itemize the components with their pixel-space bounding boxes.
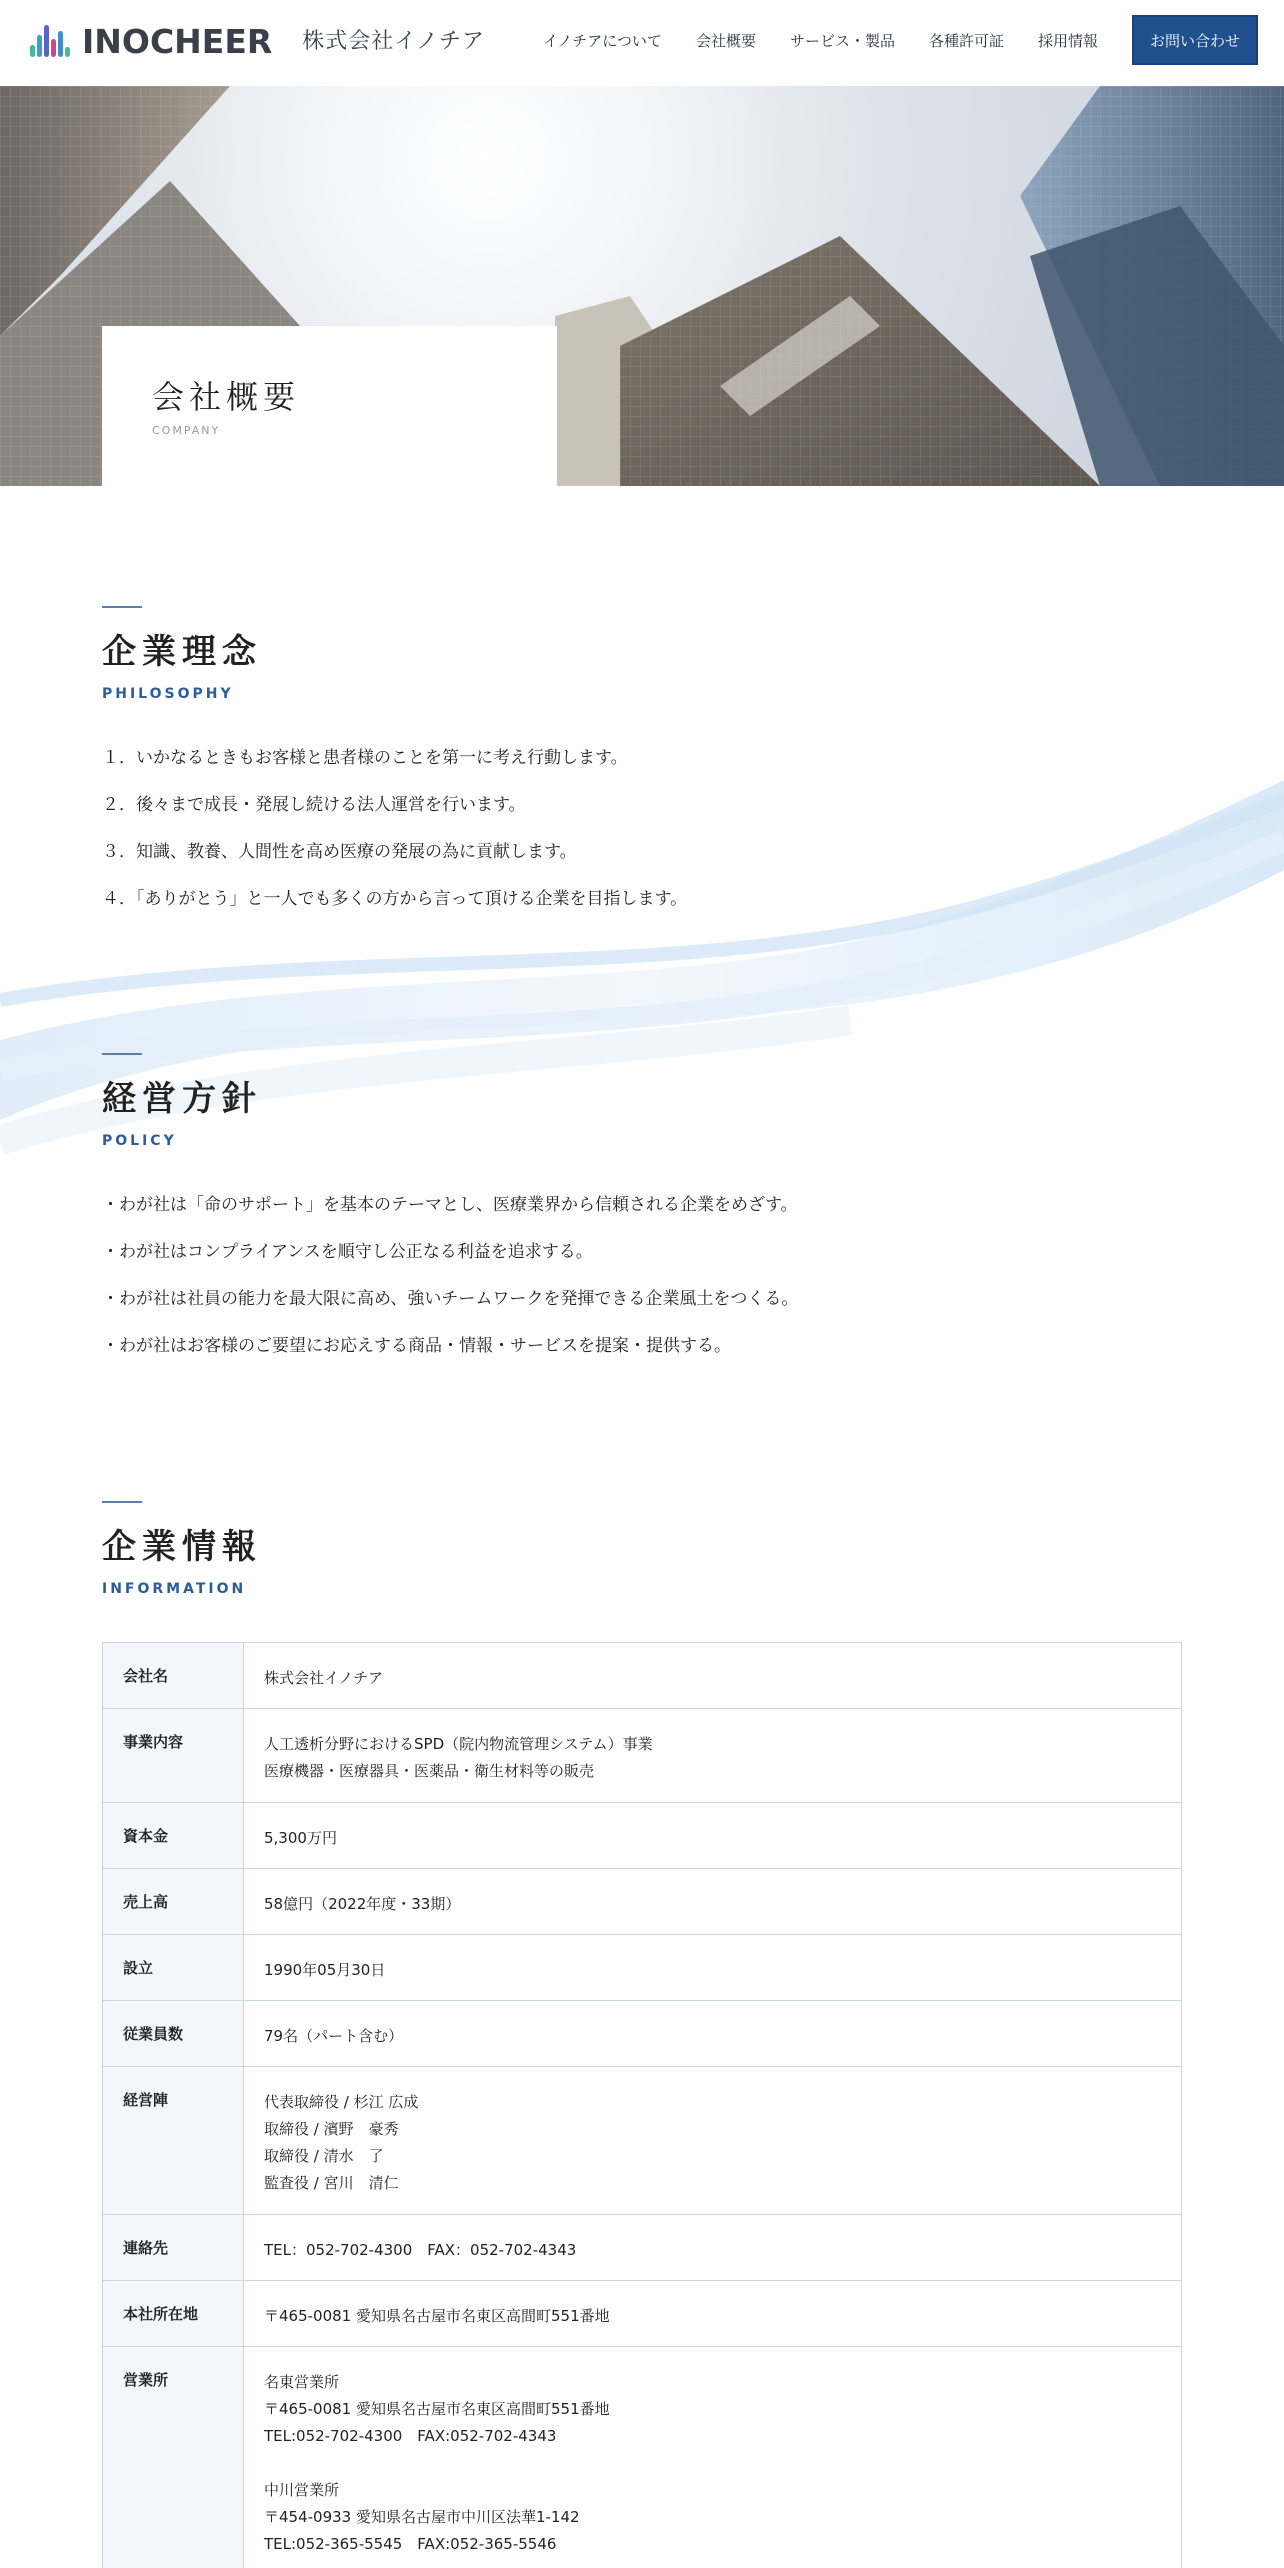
table-value-cell [244, 2001, 1182, 2067]
table-value-cell [244, 2067, 1182, 2215]
section-accent-line [102, 606, 142, 608]
table-value-cell [244, 1803, 1182, 1869]
table-value-line: TEL：052-702-4300 FAX：052-702-4343 [264, 2241, 577, 2259]
nav-company[interactable]: 会社概要 [695, 31, 756, 50]
table-value-line: 中川営業所 [264, 2481, 340, 2499]
table-header-cell: 資本金 [103, 1803, 244, 1869]
philosophy-list [102, 746, 1182, 911]
table-value-line: 取締役 / 清水 了 [264, 2147, 384, 2165]
section-title: 企業理念 [102, 632, 262, 672]
table-row [103, 1935, 1182, 2001]
logo-wordmark: INOCHEER [82, 22, 273, 61]
table-value-line: 1990年05月30日 [264, 1961, 386, 1979]
philosophy-section [102, 606, 1182, 934]
table-value-line: 監査役 / 宮川 清仁 [264, 2174, 399, 2192]
list-item: ・わが社はコンプライアンスを順守し公正なる利益を追求する。 [102, 1242, 593, 1262]
table-row [103, 2067, 1182, 2215]
contact-button[interactable]: お問い合わせ [1132, 15, 1258, 65]
table-value-cell [244, 2215, 1182, 2281]
table-value-cell [244, 1935, 1182, 2001]
table-value-line: 人工透析分野におけるSPD（院内物流管理システム）事業 [264, 1735, 653, 1753]
policy-list [102, 1193, 1182, 1358]
table-value-cell [244, 2347, 1182, 2568]
table-value-line: 医療機器・医療器具・医薬品・衛生材料等の販売 [264, 1762, 595, 1780]
nav-recruit[interactable]: 採用情報 [1037, 31, 1098, 50]
company-name-jp: 株式会社イノチア [302, 29, 485, 54]
table-row [103, 2001, 1182, 2067]
table-value-line: 79名（パート含む） [264, 2027, 404, 2045]
table-value-line: 〒465-0081 愛知県名古屋市名東区高間町551番地 [264, 2307, 610, 2325]
table-header-cell: 経営陣 [103, 2067, 244, 2215]
page-subtitle: COMPANY [152, 424, 221, 437]
nav-about[interactable]: イノチアについて [543, 31, 662, 50]
table-row [103, 1869, 1182, 1935]
table-row [103, 2281, 1182, 2347]
hero-banner [0, 86, 1284, 486]
nav-services[interactable]: サービス・製品 [789, 31, 895, 50]
table-value-line: 〒465-0081 愛知県名古屋市名東区高間町551番地 [264, 2400, 610, 2418]
table-header-cell: 会社名 [103, 1643, 244, 1709]
section-subtitle: POLICY [102, 1133, 177, 1149]
page-title: 会社概要 [152, 378, 301, 416]
table-header-cell: 設立 [103, 1935, 244, 2001]
logo[interactable] [30, 22, 485, 62]
table-value-line: TEL:052-365-5545 FAX:052-365-5546 [264, 2535, 557, 2553]
table-value-line: 代表取締役 / 杉江 広成 [264, 2093, 419, 2111]
list-item: ４．「ありがとう」と一人でも多くの方から言って頂ける企業を目指します。 [102, 889, 688, 909]
table-value-line: 〒454-0933 愛知県名古屋市中川区法華1-142 [264, 2508, 580, 2526]
table-row [103, 1709, 1182, 1803]
list-item: ３．知識、教養、人間性を高め医療の発展の為に貢献します。 [102, 842, 577, 862]
table-value-line [264, 2450, 1181, 2477]
table-value-line: 名東営業所 [264, 2373, 340, 2391]
section-accent-line [102, 1501, 142, 1503]
table-value-cell [244, 2281, 1182, 2347]
company-info-table [102, 1642, 1182, 2568]
table-header-cell: 本社所在地 [103, 2281, 244, 2347]
list-item: ・わが社はお客様のご要望にお応えする商品・情報・サービスを提案・提供する。 [102, 1336, 731, 1356]
information-section [102, 1501, 1182, 1597]
table-value-line: TEL:052-702-4300 FAX:052-702-4343 [264, 2427, 557, 2445]
section-title: 企業情報 [102, 1527, 262, 1567]
table-value-cell [244, 1643, 1182, 1709]
table-row [103, 2347, 1182, 2568]
table-header-cell: 事業内容 [103, 1709, 244, 1803]
main-nav [509, 0, 1098, 80]
table-header-cell: 従業員数 [103, 2001, 244, 2067]
table-value-line: 株式会社イノチア [264, 1669, 384, 1687]
table-value-cell [244, 1869, 1182, 1935]
nav-licenses[interactable]: 各種許可証 [928, 31, 1004, 50]
table-row [103, 1643, 1182, 1709]
section-subtitle: PHILOSOPHY [102, 686, 234, 702]
table-header-cell: 営業所 [103, 2347, 244, 2568]
table-row [103, 2215, 1182, 2281]
section-subtitle: INFORMATION [102, 1581, 247, 1597]
table-value-line: 取締役 / 濱野 豪秀 [264, 2120, 399, 2138]
list-item: ２．後々まで成長・発展し続ける法人運営を行います。 [102, 795, 526, 815]
table-value-cell [244, 1709, 1182, 1803]
list-item: １．いかなるときもお客様と患者様のことを第一に考え行動します。 [102, 748, 628, 768]
logo-mark-icon [30, 23, 74, 61]
table-value-line: 58億円（2022年度・33期） [264, 1895, 461, 1913]
list-item: ・わが社は「命のサポート」を基本のテーマとし、医療業界から信頼される企業をめざす。 [102, 1195, 798, 1215]
table-header-cell: 売上高 [103, 1869, 244, 1935]
site-header [0, 0, 1284, 86]
hero-title-card [102, 326, 557, 486]
policy-section [102, 1053, 1182, 1381]
list-item: ・わが社は社員の能力を最大限に高め、強いチームワークを発揮できる企業風土をつくる。 [102, 1289, 799, 1309]
table-header-cell: 連絡先 [103, 2215, 244, 2281]
table-value-line: 5,300万円 [264, 1829, 337, 1847]
section-accent-line [102, 1053, 142, 1055]
table-row [103, 1803, 1182, 1869]
section-title: 経営方針 [102, 1079, 262, 1119]
